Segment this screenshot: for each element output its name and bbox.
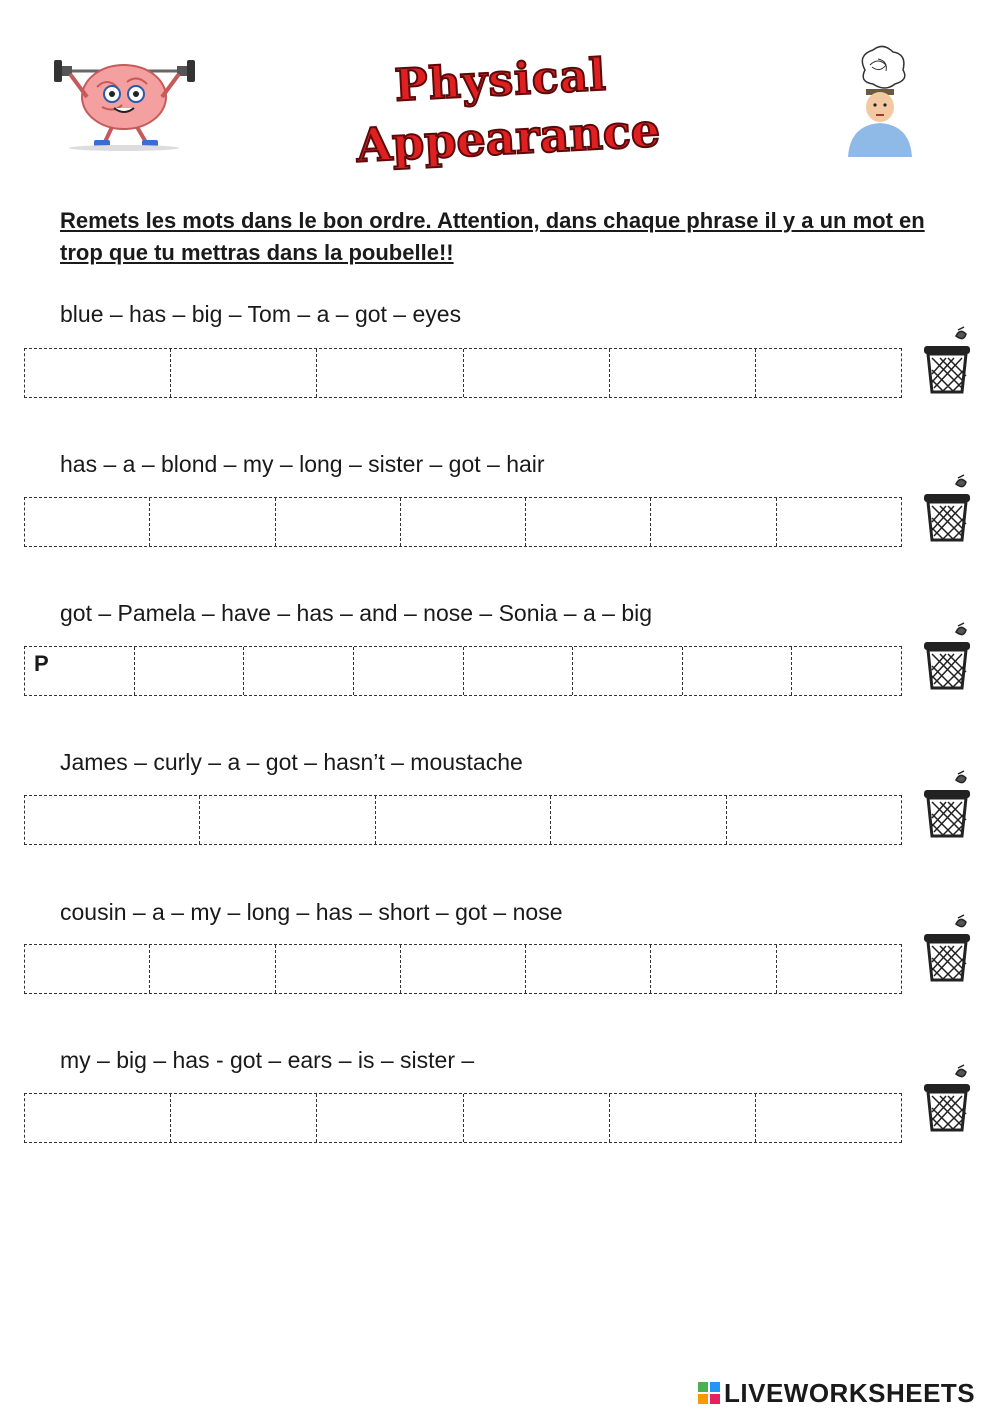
answer-box[interactable] — [275, 945, 400, 993]
answer-row-6 — [24, 1093, 902, 1143]
brain-lifting-weights-icon — [52, 52, 197, 152]
answer-row-3 — [24, 646, 902, 696]
word-list-2: has – a – blond – my – long – sister – got – hair — [60, 451, 545, 477]
answer-box[interactable] — [791, 647, 901, 695]
answer-row-1 — [24, 348, 902, 398]
answer-box[interactable] — [776, 498, 901, 546]
answer-box[interactable] — [25, 349, 170, 397]
answer-box[interactable] — [463, 1094, 609, 1142]
answer-box[interactable] — [755, 349, 901, 397]
answer-box[interactable] — [400, 945, 525, 993]
worksheet-title — [352, 47, 662, 182]
answer-box[interactable] — [149, 945, 274, 993]
answer-box[interactable] — [170, 1094, 316, 1142]
answer-box[interactable] — [776, 945, 901, 993]
answer-box[interactable] — [572, 647, 682, 695]
instruction-text: Remets les mots dans le bon ordre. Attention, dans chaque phrase il y a un mot en trop que tu mettras dans la poubelle!! — [60, 208, 925, 265]
answer-box[interactable] — [550, 796, 725, 844]
answer-box[interactable] — [25, 1094, 170, 1142]
title-line-1: Physical — [393, 49, 608, 112]
title-line-2: Appearance — [354, 102, 662, 173]
answer-box[interactable]: P — [34, 651, 49, 676]
answer-row-4 — [24, 795, 902, 845]
trash-bin-icon[interactable] — [920, 1064, 974, 1134]
answer-box[interactable] — [275, 498, 400, 546]
word-list-1: blue – has – big – Tom – a – got – eyes — [60, 301, 462, 327]
answer-box[interactable] — [463, 647, 573, 695]
answer-box[interactable] — [149, 498, 274, 546]
answer-box[interactable] — [525, 945, 650, 993]
answer-box[interactable] — [243, 647, 353, 695]
liveworksheets-logo-icon — [698, 1382, 720, 1404]
answer-row-2 — [24, 497, 902, 547]
answer-box[interactable] — [525, 498, 650, 546]
answer-box[interactable] — [353, 647, 463, 695]
answer-box[interactable] — [400, 498, 525, 546]
answer-box[interactable] — [463, 349, 609, 397]
brand-name: LIVEWORKSHEETS — [724, 1377, 976, 1408]
answer-box[interactable] — [609, 1094, 755, 1142]
answer-box[interactable] — [170, 349, 316, 397]
answer-box[interactable] — [316, 1094, 462, 1142]
answer-box[interactable] — [650, 945, 775, 993]
trash-bin-icon[interactable] — [920, 622, 974, 692]
answer-box[interactable] — [726, 796, 901, 844]
trash-bin-icon[interactable] — [920, 326, 974, 396]
confused-person-icon — [840, 45, 920, 157]
trash-bin-icon[interactable] — [920, 770, 974, 840]
trash-bin-icon[interactable] — [920, 914, 974, 984]
answer-box[interactable] — [316, 349, 462, 397]
answer-box[interactable] — [650, 498, 775, 546]
answer-box[interactable] — [682, 647, 792, 695]
footer-brand — [698, 1378, 975, 1408]
answer-box[interactable] — [25, 498, 149, 546]
answer-box[interactable] — [25, 796, 199, 844]
answer-row-5 — [24, 944, 902, 994]
answer-box[interactable] — [375, 796, 550, 844]
answer-box[interactable] — [755, 1094, 901, 1142]
trash-bin-icon[interactable] — [920, 474, 974, 544]
word-list-5: cousin – a – my – long – has – short – got – nose — [60, 899, 563, 925]
word-list-4: James – curly – a – got – hasn’t – moustache — [60, 749, 523, 775]
answer-box[interactable] — [199, 796, 374, 844]
answer-box[interactable] — [134, 647, 244, 695]
word-list-3: got – Pamela – have – has – and – nose – Sonia – a – big — [60, 600, 653, 626]
answer-box[interactable] — [25, 945, 149, 993]
word-list-6: my – big – has - got – ears – is – sister – — [60, 1047, 475, 1073]
answer-box[interactable] — [609, 349, 755, 397]
